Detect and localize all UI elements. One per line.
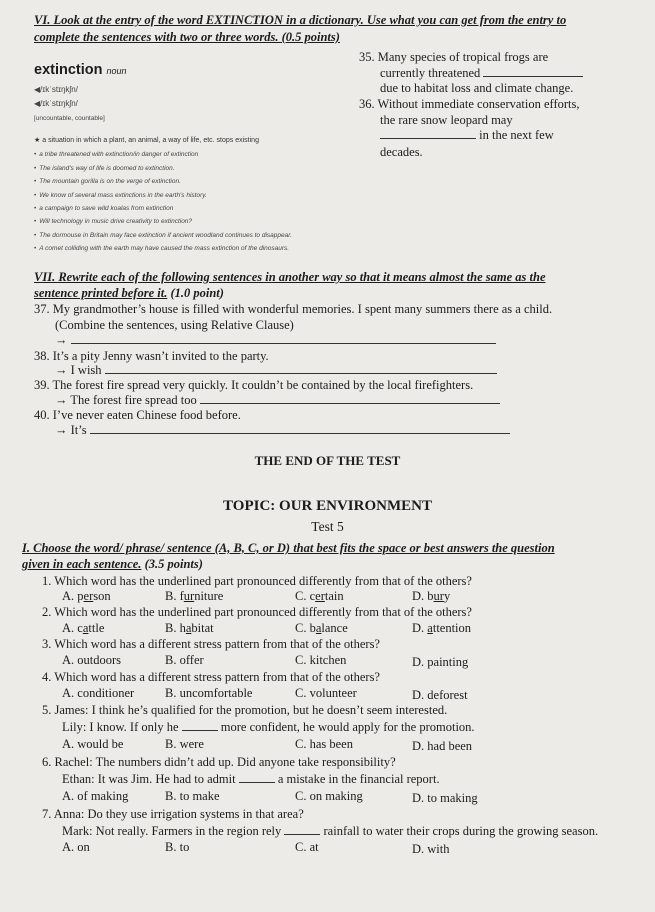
q40-text: 40. I’ve never eaten Chinese food before. <box>34 408 241 422</box>
section1-heading-line1: I. Choose the word/ phrase/ sentence (A, B, C, or D) that best fits the space or best answers the question <box>22 541 555 555</box>
q38-answer: → I wish <box>55 363 497 378</box>
q2-option-b[interactable]: B. habitat <box>165 621 214 635</box>
section1-heading-line2: given in each sentence. (3.5 points) <box>22 557 203 571</box>
q4-option-c[interactable]: C. volunteer <box>295 686 357 700</box>
q1-option-d[interactable]: D. bury <box>412 589 451 603</box>
q1-option-a[interactable]: A. person <box>62 589 111 603</box>
q1-option-c[interactable]: C. certain <box>295 589 344 603</box>
example-6: • The dormouse in Britain may face extinction if ancient woodland continues to disappear. <box>34 232 292 239</box>
q37-note: (Combine the sentences, using Relative Clause) <box>55 318 294 332</box>
q35-line1: 35. Many species of tropical frogs are <box>359 50 549 64</box>
q6-option-a[interactable]: A. of making <box>62 789 129 803</box>
part-of-speech: noun <box>106 66 127 76</box>
question-6: 6. Rachel: The numbers didn’t add up. Did anyone take responsibility? <box>42 755 396 769</box>
pronunciation-us[interactable]: ◀/ɪkˈstɪŋkʃn/ <box>34 99 78 108</box>
q7-option-b[interactable]: B. to <box>165 840 190 854</box>
q2-option-c[interactable]: C. balance <box>295 621 348 635</box>
example-4: • a campaign to save wild koalas from extinction <box>34 205 173 212</box>
speaker-icon[interactable]: ◀ <box>34 99 41 108</box>
q39-answer-blank[interactable] <box>200 394 500 404</box>
definition: ★ a situation in which a plant, an animal, a way of life, etc. stops existing <box>34 137 259 144</box>
q2-option-d[interactable]: D. attention <box>412 621 472 635</box>
q7-option-c[interactable]: C. at <box>295 840 319 854</box>
grammar-label: [uncountable, countable] <box>34 115 105 122</box>
q6-option-d[interactable]: D. to making <box>412 791 478 805</box>
example-3: • We know of several mass extinctions in the earth's history. <box>34 192 207 199</box>
test-number: Test 5 <box>311 519 344 534</box>
q35-line2: currently threatened <box>380 66 583 81</box>
q37-answer: → <box>55 333 496 348</box>
section6-heading-line1: VI. Look at the entry of the word EXTINCTION in a dictionary. Use what you can get from the entry to <box>34 13 567 27</box>
star-icon: ★ <box>34 137 41 144</box>
q7-option-d[interactable]: D. with <box>412 842 450 856</box>
section6-heading-line2: complete the sentences with two or three words. (0.5 points) <box>34 30 340 44</box>
q39-text: 39. The forest fire spread very quickly. It couldn’t be contained by the local firefighters. <box>34 378 474 392</box>
headword-text: extinction <box>34 62 103 78</box>
q37-answer-blank[interactable] <box>71 334 496 344</box>
question-7-line2: Mark: Not really. Farmers in the region rely rainfall to water their crops during the growing season. <box>62 824 599 838</box>
q7-blank <box>284 825 320 835</box>
q3-option-d[interactable]: D. painting <box>412 655 469 669</box>
section7-heading-line2: sentence printed before it. (1.0 point) <box>34 286 224 300</box>
section7-heading-line1: VII. Rewrite each of the following sentences in another way so that it means almost the same as the <box>34 270 546 284</box>
q36-line3: in the next few <box>380 128 554 143</box>
q38-text: 38. It’s a pity Jenny wasn’t invited to the party. <box>34 349 269 363</box>
q36-line4: decades. <box>380 145 423 159</box>
q4-option-a[interactable]: A. conditioner <box>62 686 135 700</box>
q3-option-c[interactable]: C. kitchen <box>295 653 347 667</box>
q39-answer: → The forest fire spread too <box>55 393 500 408</box>
q4-option-d[interactable]: D. deforest <box>412 688 468 702</box>
speaker-icon[interactable]: ◀ <box>34 85 41 94</box>
q35-answer-blank[interactable] <box>483 67 583 77</box>
question-2: 2. Which word has the underlined part pronounced differently from that of the others? <box>42 605 472 619</box>
q5-option-d[interactable]: D. had been <box>412 739 473 753</box>
q5-option-c[interactable]: C. has been <box>295 737 353 751</box>
q6-option-b[interactable]: B. to make <box>165 789 220 803</box>
example-2: • The mountain gorilla is on the verge of extinction. <box>34 178 181 185</box>
topic-title: TOPIC: OUR ENVIRONMENT <box>223 498 432 514</box>
q35-line3: due to habitat loss and climate change. <box>380 81 574 95</box>
q3-option-b[interactable]: B. offer <box>165 653 204 667</box>
question-3: 3. Which word has a different stress pattern from that of the others? <box>42 637 380 651</box>
question-5-line2: Lily: I know. If only he more confident, he would apply for the promotion. <box>62 720 475 734</box>
q38-answer-blank[interactable] <box>105 364 497 374</box>
end-of-test: THE END OF THE TEST <box>254 453 401 468</box>
example-5: • Will technology in music drive creativity to extinction? <box>34 218 192 225</box>
q5-blank <box>182 721 218 731</box>
q6-blank <box>239 773 275 783</box>
question-1: 1. Which word has the underlined part pronounced differently from that of the others? <box>42 574 472 588</box>
q36-line2: the rare snow leopard may <box>380 113 513 127</box>
sense-example: • a tribe threatened with extinction/in danger of extinction <box>34 151 198 158</box>
q3-option-a[interactable]: A. outdoors <box>62 653 122 667</box>
q6-option-c[interactable]: C. on making <box>295 789 363 803</box>
q7-option-a[interactable]: A. on <box>62 840 90 854</box>
q36-line1: 36. Without immediate conservation efforts, <box>359 97 580 111</box>
question-4: 4. Which word has a different stress pattern from that of the others? <box>42 670 380 684</box>
q4-option-b[interactable]: B. uncomfortable <box>165 686 253 700</box>
pronunciation-uk[interactable]: ◀/ɪkˈstɪŋkʃn/ <box>34 85 78 94</box>
q1-option-b[interactable]: B. furniture <box>165 589 224 603</box>
q5-option-a[interactable]: A. would be <box>62 737 124 751</box>
q36-answer-blank[interactable] <box>380 129 476 139</box>
q40-answer: → It’s <box>55 423 510 438</box>
q2-option-a[interactable]: A. cattle <box>62 621 105 635</box>
q5-option-b[interactable]: B. were <box>165 737 204 751</box>
q40-answer-blank[interactable] <box>90 424 510 434</box>
q37-text: 37. My grandmother’s house is filled with wonderful memories. I spent many summers there as a child. <box>34 302 553 316</box>
example-1: • The island's way of life is doomed to extinction. <box>34 165 175 172</box>
question-5: 5. James: I think he’s qualified for the promotion, but he doesn’t seem interested. <box>42 703 448 717</box>
example-7: • A comet colliding with the earth may have caused the mass extinction of the dinosaurs. <box>34 245 289 252</box>
question-6-line2: Ethan: It was Jim. He had to admit a mistake in the financial report. <box>62 772 440 786</box>
dictionary-headword <box>34 62 127 78</box>
question-7: 7. Anna: Do they use irrigation systems in that area? <box>42 807 304 821</box>
